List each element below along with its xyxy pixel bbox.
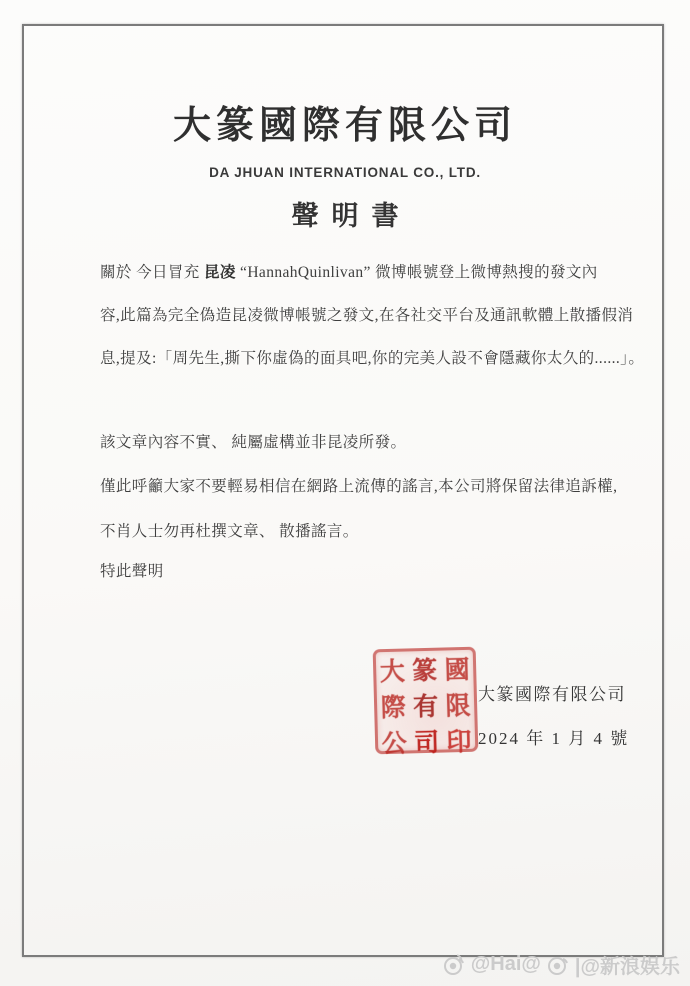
signature-company-name: 大篆國際有限公司 — [478, 685, 626, 704]
seal-char: 篆 — [411, 657, 438, 686]
paragraph1-line3: 息,提及:「周先生,撕下你虛偽的面具吧,你的完美人設不會隱藏你太久的......」。 — [100, 350, 645, 367]
seal-char: 司 — [413, 729, 440, 758]
signature-date: 2024 年 1 月 4 號 — [478, 729, 630, 748]
seal-char: 大 — [379, 658, 406, 687]
weibo-watermark — [442, 950, 680, 979]
company-red-seal — [373, 647, 479, 759]
p1-bold-name: 昆凌 — [203, 264, 236, 281]
paragraph3-line2: 不肖人士勿再杜撰文章、 散播謠言。 — [100, 523, 359, 540]
company-title-en: DA JHUAN INTERNATIONAL CO., LTD. — [209, 165, 481, 180]
watermark-handle-2: |@新浪娱乐 — [574, 956, 680, 978]
paragraph3-line1: 僅此呼籲大家不要輕易相信在網路上流傳的謠言,本公司將保留法律追訴權, — [100, 478, 618, 495]
weibo-eye-icon — [546, 953, 570, 977]
closing-statement: 特此聲明 — [100, 563, 164, 580]
seal-char: 有 — [412, 693, 439, 722]
seal-char: 際 — [380, 694, 407, 723]
seal-char: 國 — [444, 656, 470, 685]
watermark-handle-1: @Hai@ — [470, 953, 541, 975]
paragraph2: 該文章內容不實、 純屬虛構並非昆凌所發。 — [100, 434, 407, 451]
company-title-cn: 大篆國際有限公司 — [172, 105, 517, 147]
seal-char: 公 — [381, 730, 408, 759]
paragraph1-line1 — [100, 260, 600, 282]
document-type-heading: 聲明書 — [291, 201, 412, 231]
weibo-eye-icon — [442, 953, 466, 977]
p1-prefix-text: 關於 今日冒充 — [100, 264, 204, 281]
paragraph1-line2: 容,此篇為完全偽造昆凌微博帳號之發文,在各社交平台及通訊軟體上散播假消 — [100, 307, 634, 324]
seal-char: 印 — [446, 728, 472, 757]
p1-rest-text: “HannahQuinlivan” 微博帳號登上微博熱搜的發文內 — [235, 264, 598, 281]
seal-char: 限 — [445, 692, 471, 721]
